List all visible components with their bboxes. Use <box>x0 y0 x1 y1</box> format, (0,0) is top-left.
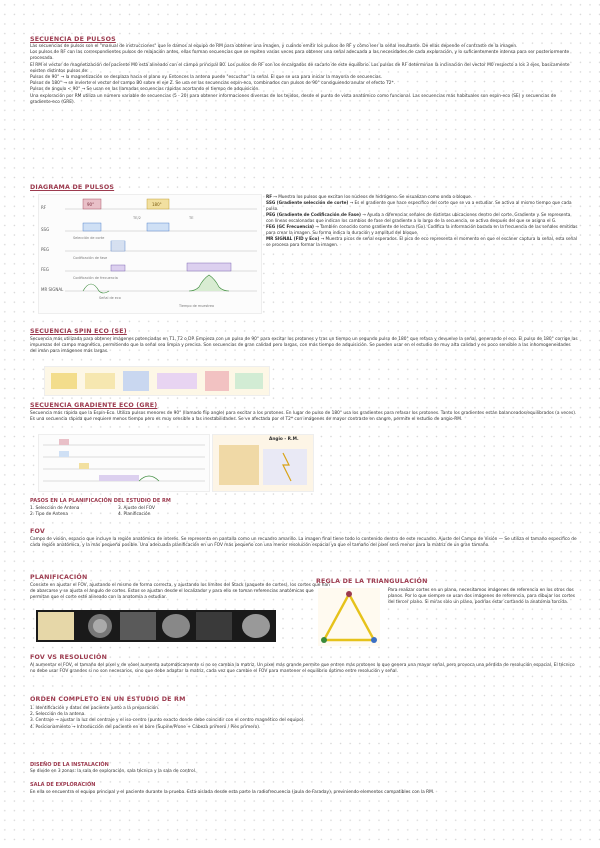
section-title: DIAGRAMA DE PULSOS <box>30 184 115 191</box>
gradient-echo-text: Secuencia más rápida que la Espín-Eco. Utiliza pulsos menores de 90° (llamado flip angle) para excitar a los protones. En lugar de pulso de 180° usa los gradientes para refasar los protones. Tanto los gradientes están balanceados/equilibrados (a veces). Es una secuencia rápida que requiere menos tiempo pero es muy sensible a las inestabilidades. Se ve afectada por el T2* con imágenes de mayor contraste en sangre, permite el estudio de angio-RM. <box>30 411 577 423</box>
peg-steps <box>111 241 125 251</box>
row-label-ssg: SSG <box>41 227 50 232</box>
design-text: Se divide en 3 zonas: la sala de exploración, sala técnica y la sala de control. <box>30 769 197 774</box>
section-title: FOV <box>30 528 45 535</box>
pulse-diagram-figure <box>38 194 262 314</box>
ssg-block-1 <box>83 223 101 231</box>
te-label: TE <box>189 216 194 220</box>
fov-resolution-text: Al aumentar el FOV, el tamaño del píxel y de vóxel aumenta automáticamente si no se cambia la matriz. Un píxel más grande permite que entren más protones lo que genera una mayor señal, pero provoca una pérdida de resolución espacial. El técnico no debe usar FOV grandes si no son necesarios, sino que debe adaptar la matriz, cada vez que cambie el FOV para mantener el equilibrio óptimo entre resolución y señal. <box>30 663 575 675</box>
steps-title: PASOS EN LA PLANIFICACIÓN DEL ESTUDIO DE RM <box>30 498 171 504</box>
step-item: 4. Planificación <box>118 512 151 518</box>
step-item: 2. Tipo de Antena <box>30 512 68 518</box>
sampling-label: Tiempo de muestreo <box>179 304 215 308</box>
legend-feg: FEG (GC Frecuencia) → También conocido como gradiente de lectura (Gx). Codifica la información basada en la frecuencia de las señales emitidas para crear la imagen. Su forma indica la duración y amplitud del bloque. <box>266 224 578 235</box>
echo-signal <box>189 275 229 291</box>
section-title: SECUENCIA GRADIENTE ECO (GRE) <box>30 402 158 409</box>
steps-list <box>30 506 250 518</box>
slice-select-label: Selección de corte <box>73 236 105 240</box>
ssg-block-2 <box>147 223 169 231</box>
room-text: En ella se encuentra el equipo principal y el paciente durante la prueba. Está aislada desde esta parte la radiofrecuencia (jaula de Faraday), previniendo elementos compatibles con la RM. <box>30 790 435 795</box>
order-item: 4. Posicionamiento → Introducción del paciente en el bore (Supine/Prone + Cabeza primero / Pies primero). <box>30 724 261 730</box>
order-item: 2. Selección de la antena. <box>30 712 86 718</box>
rf-180-label: 180° <box>152 202 162 207</box>
feg-dephase <box>111 265 125 271</box>
rf-90-label: 90° <box>87 202 95 207</box>
paragraph: Pulsos de 180° → se invierte el vector del campo B0 sobre el eje Z. Se usa en las secuencias espín-eco, combinados con pulsos de 90° consiguiendo anular el efecto T2*. <box>30 81 396 87</box>
design-title: DISEÑO DE LA INSTALACIÓN <box>30 762 109 768</box>
paragraph: Las secuencias de pulsos son el "manual de instrucciones" que le damos al equipo de RM para obtener una imagen, y cuándo emitir los pulsos de RF y cómo leer la señal resultante. De ellas depende el contraste de la imagen. <box>30 44 518 49</box>
row-label-mr-signal: MR SIGNAL <box>41 287 64 292</box>
pulse-legend <box>266 194 578 248</box>
spin-echo-text: Secuencia más utilizada para obtener imágenes potenciadas en T1, T2 o DP. Empieza con un pulso de 90° para excitar los protones y tras un tiempo un segundo pulso de 180° que refasa y devuelve la señal, generando el eco. El pulso de 180° corrige las impurezas del campo magnético, permitiendo que la señal sea limpia y precisa. Son secuencias de gran calidad pero largas, con más tiempo de adquisición. Se pueden usar en el estudio de muy alta calidad y es poco sensible a las inhomogeneidades del imán para imágenes más largas. <box>30 337 578 355</box>
feg-readout <box>187 263 231 271</box>
row-label-peg: PEG <box>41 247 50 252</box>
step-item: 3. Ajuste del FOV <box>118 506 155 511</box>
freq-encode-label: Codificación de frecuencia <box>73 276 118 280</box>
spin-echo-figure <box>44 366 270 396</box>
section-sequence-pulses <box>30 36 578 106</box>
section-title: SECUENCIA DE PULSOS <box>30 36 116 43</box>
planning-images-svg <box>36 610 276 642</box>
gradient-echo-svg <box>39 435 209 491</box>
section-title: REGLA DE LA TRIANGULACIÓN <box>316 578 428 585</box>
fid-signal <box>83 284 109 293</box>
section-title: SECUENCIA SPIN ECO (SE) <box>30 328 127 335</box>
gradient-echo-figure <box>38 434 210 492</box>
full-order-list <box>30 706 578 731</box>
phase-encode-label: Codificación de fase <box>73 256 108 260</box>
paragraph: Los pulsos de RF con las correspondientes pulsos de relajación antes, ellas forman secuencias que se repiten varias veces para obtener una señal adecuada a las necesidades de cada exploración, y lo suficientemente intensa para ser posteriormente procesada. <box>30 50 570 62</box>
spin-echo-svg <box>45 367 269 395</box>
section-title: ORDEN COMPLETO EN UN ESTUDIO DE RM <box>30 696 186 703</box>
row-label-feg: FEG <box>41 267 49 272</box>
legend-peg: PEG (Gradiente de Codificación de Fase) → Ayuda a diferenciar señales de distintas ubicaciones dentro del corte. Gradiente y. Se representa con líneas escalonadas que indican los cambios de fase del gradiente a lo largo de la secuencia, se activa después del que se asigna el G. <box>266 212 571 223</box>
triangulation-figure <box>318 588 380 646</box>
fov-text: Campo de visión, espacio que incluye la región anatómica de interés. Se representa en pantalla como un recuadro amarillo. La imagen final tiene todo lo contenido dentro de este recuadro. Ajuste del Campo de Visión — Se utiliza el tamaño específico de cada región anatómica, y la más pequeña posible. Una adecuada planificación en un FOV más pequeño con una menor resolución espacial ya que el tamaño del píxel será menor para la matriz de un gran tamaño. <box>30 537 577 549</box>
section-title: FOV VS RESOLUCIÓN <box>30 654 108 661</box>
row-label-rf: RF <box>41 205 47 210</box>
angio-figure <box>212 434 314 492</box>
step-item: 1. Selección de Antena <box>30 506 80 511</box>
legend-mr-signal: MR SIGNAL (FID y Eco) → Muestra picos de señal esperados. El pico de eco representa el momento en que el escáner captura la señal, esta señal se procesa para formar la imagen. <box>266 236 577 247</box>
section-title: PLANIFICACIÓN <box>30 574 88 581</box>
order-item: 3. Centraje → ajustar la luz del centraje y el iso-centro (punto exacto donde debe coincidir con el centro magnético del equipo). <box>30 718 305 724</box>
paragraph: Pulsos de 90° → la magnetización se desplaza hacia el plano xy. Entonces la antena puede "escuchar" la señal. El que se usa para iniciar la mayoría de secuencias. <box>30 75 383 81</box>
echo-label: Señal de eco <box>99 296 121 300</box>
angio-svg <box>213 435 313 491</box>
paragraph: Pulsos de ángulo < 90° → Se usan en las llamadas secuencias rápidas acortando el tiempo de adquisición. <box>30 87 260 93</box>
planning-text: Consiste en ajustar el FOV, ajustando el mismo de forma correcta, y ajustando los límites del Stack (paquete de cortes), los cortes que han de abarcarse y se ajusta el ángulo de cortes. Estos se ajustan desde el localizador y para ello se toman referencias anatómicas que permitan que el corte esté alineado con la anatomía a estudiar. <box>30 583 330 601</box>
pulse-diagram-svg <box>39 195 261 313</box>
legend-ssg: SSG (Gradiente selección de corte) → Es el gradiente que hace específico del corte que se va a estudiar. Se activa al mismo tiempo que cada pulso. <box>266 200 572 211</box>
angio-title: Angio - R.M. <box>269 437 299 442</box>
room-title: SALA DE EXPLORACIÓN <box>30 782 96 788</box>
paragraph: Una exploración por RM utiliza un número variable de secuencias (5 - 20) para obtener informaciones diversas de los tejidos, desde el punto de vista anatómico como funcional. Las secuencias más habituales son espín-eco (SE) y secuencias de gradiente-eco (GRE). <box>30 93 557 105</box>
te-half-label: TE/2 <box>133 216 141 220</box>
order-item: 1. Identificación y datos del paciente junto a la preparación. <box>30 706 160 711</box>
legend-rf: RF → Muestra los pulsos que excitan los núcleos de hidrógeno. Se visualizan como onda o bloque. <box>266 194 473 199</box>
triangulation-text: Para realizar cortes en un plano, necesitamos imágenes de referencia en los otros dos planos. Por lo que siempre se usan dos imágenes de referencia, para dibujar los cortes del tercer plano. Si miras solo un plano, podrías estar cortando la anatomía torcida. <box>388 588 576 606</box>
planning-images <box>36 610 276 642</box>
paragraph: El RM el vector de magnetización del paciente M0 está alineado con el campo principal B0. Los pulsos de RF son los encargados de sacarlo de este equilibrio. Los pulsos de RF determinan la inclinación del vector M0 respecto a los 3 ejes, basicamente existen distintos pulsos de: <box>30 62 570 74</box>
triangulation-svg <box>318 588 380 646</box>
